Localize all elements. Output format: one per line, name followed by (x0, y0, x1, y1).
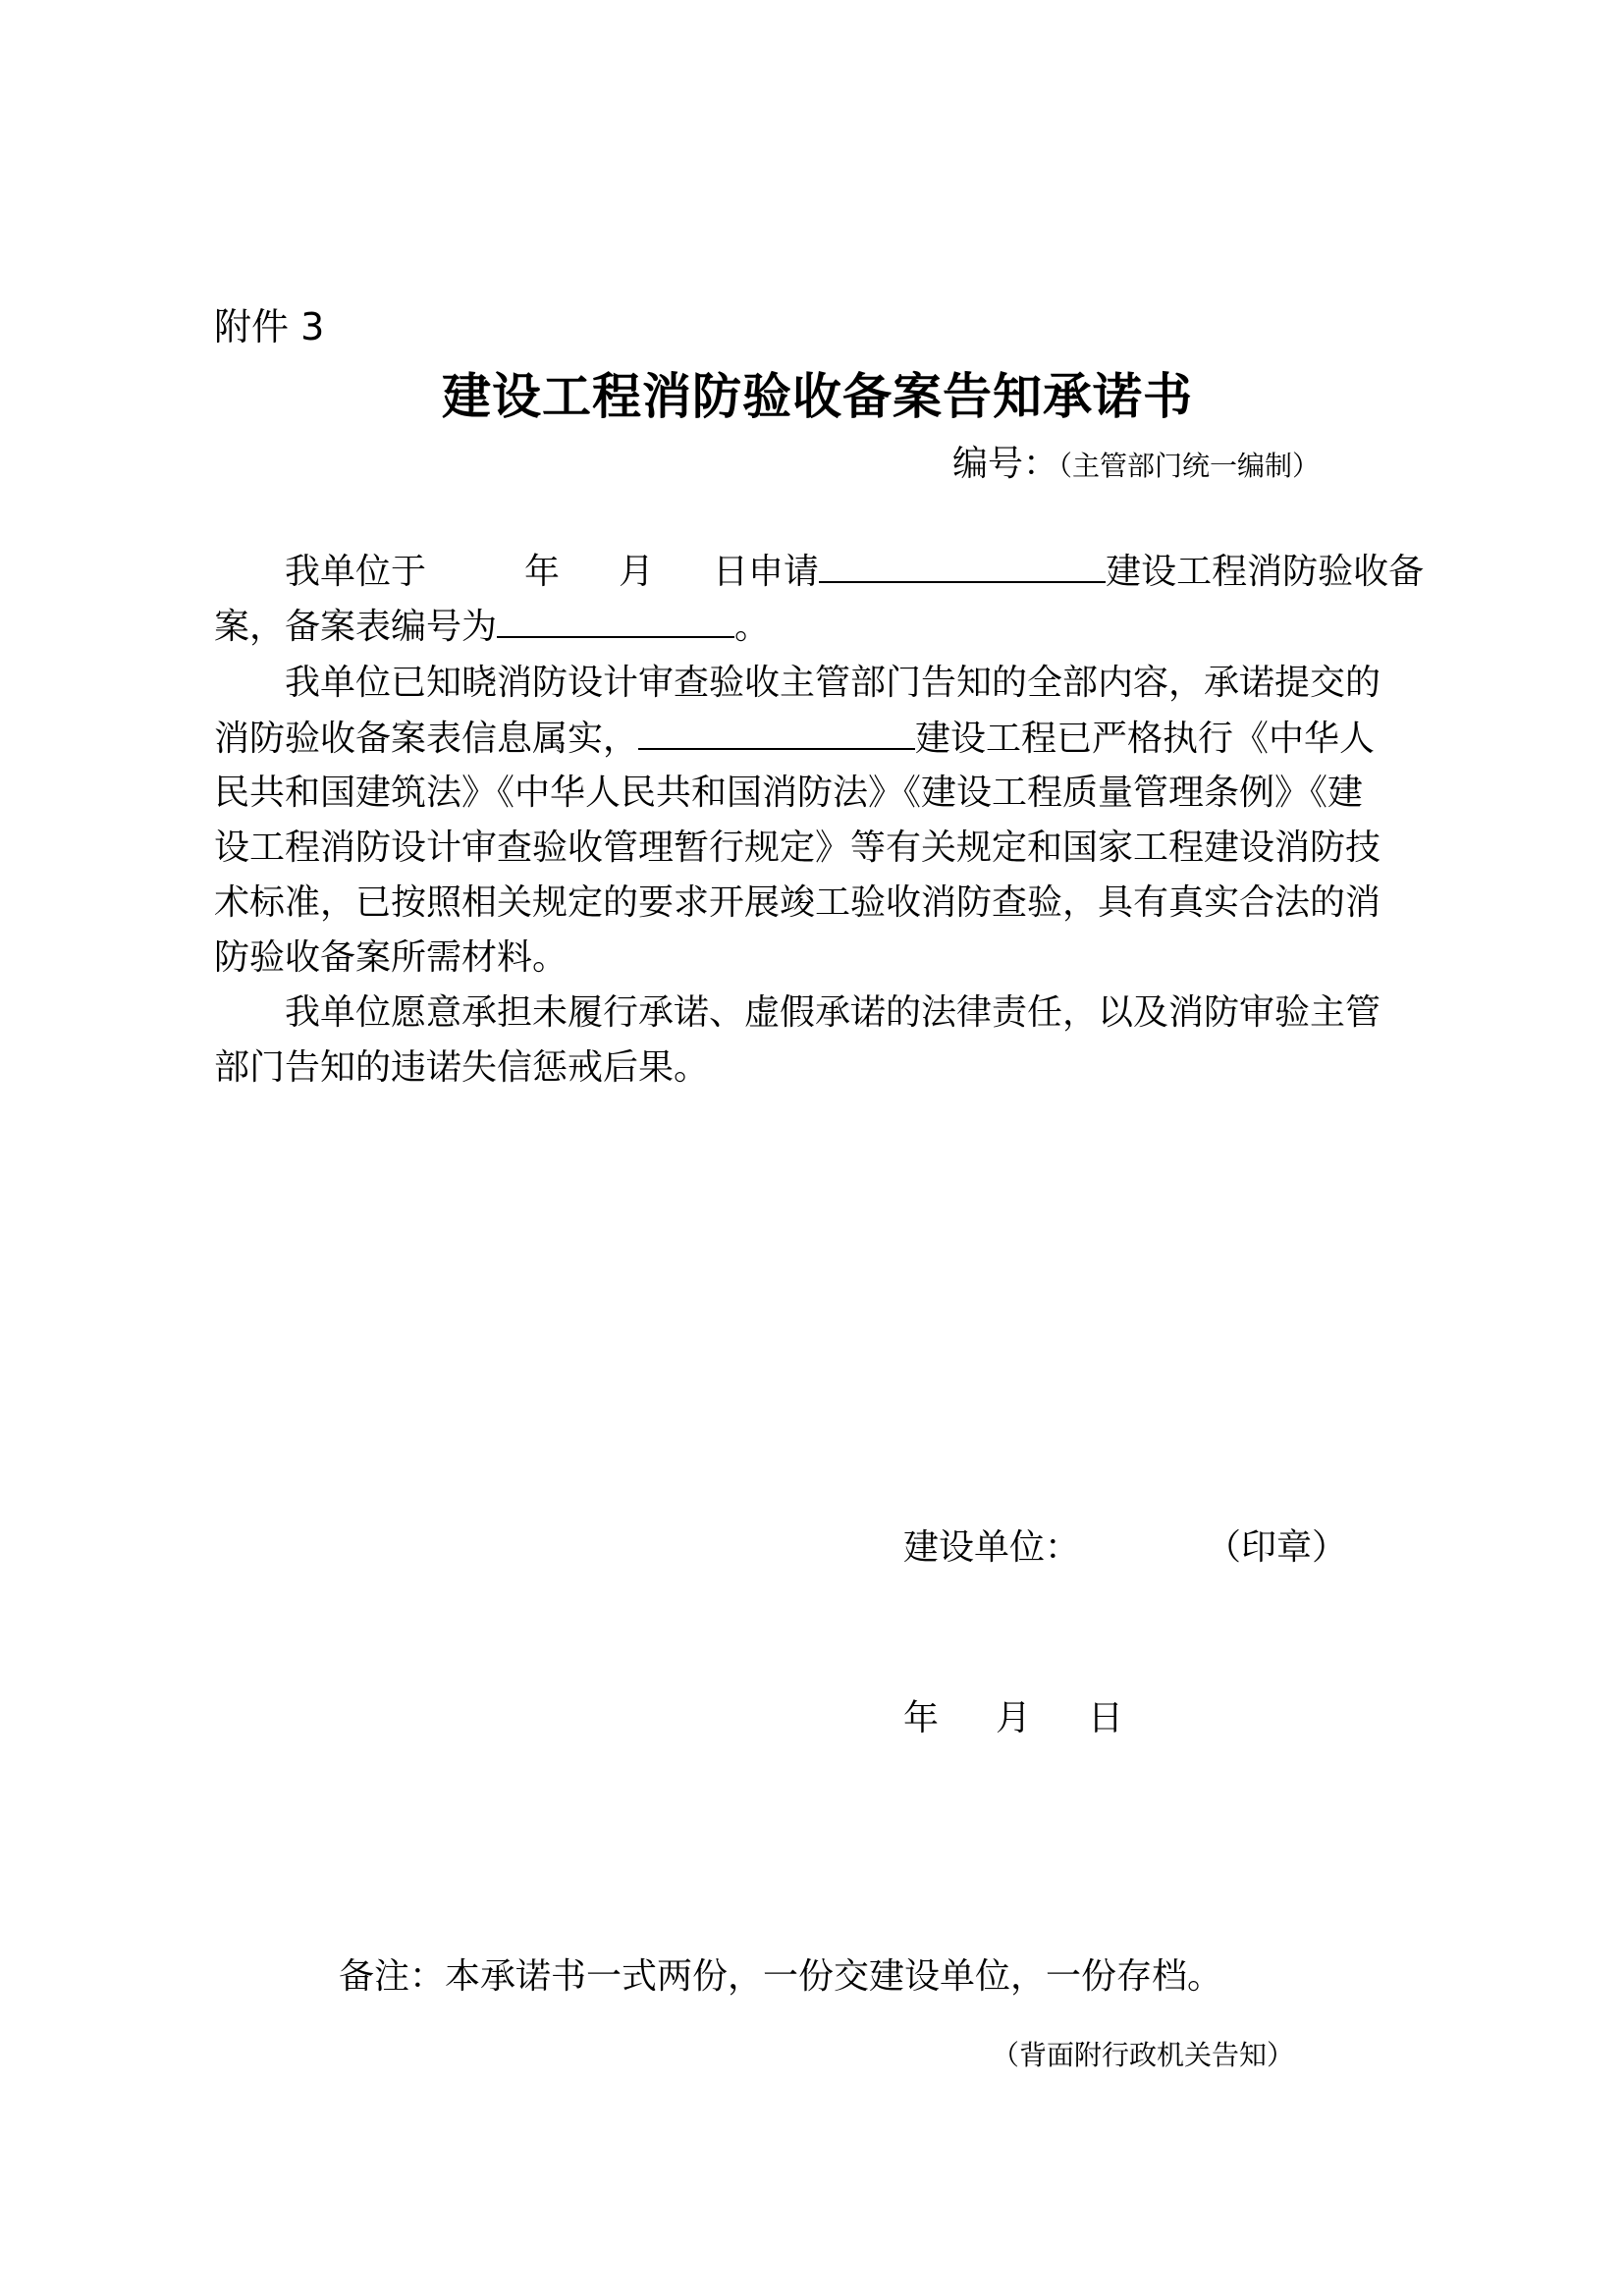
filing-number-blank (497, 607, 734, 638)
para1-text-e: 。 (734, 607, 771, 647)
construction-unit-label: 建设单位： (903, 1527, 1081, 1568)
number-label: 编号： (952, 444, 1059, 484)
para1-line2 (214, 607, 770, 647)
para1-text-c: 建设工程消防验收备 (1106, 552, 1425, 592)
para2-line6: 防验收备案所需材料。 (214, 937, 568, 978)
document-number (952, 436, 1320, 486)
para1-text-d: 案，备案表编号为 (214, 607, 498, 647)
para2-line4: 设工程消防设计审查验收管理暂行规定》等有关规定和国家工程建设消防技 (214, 828, 1381, 868)
para1-line1 (285, 552, 1424, 592)
para1-text-a: 我单位于 (285, 552, 427, 592)
sign-year: 年 (903, 1698, 940, 1738)
project-name-blank-2 (638, 719, 915, 750)
para2-line3: 民共和国建筑法》《中华人民共和国消防法》《建设工程质量管理条例》《建 (214, 773, 1364, 813)
para1-year: 年 (524, 552, 561, 592)
para2-line2 (214, 719, 1375, 759)
back-note: （背面附行政机关告知） (992, 2039, 1295, 2071)
sign-day: 日 (1088, 1698, 1124, 1738)
para1-text-b: 日申请 (713, 552, 820, 592)
para2-line1: 我单位已知晓消防设计审查验收主管部门告知的全部内容，承诺提交的 (285, 663, 1381, 703)
number-note: （主管部门统一编制） (1058, 450, 1321, 482)
seal-label: （印章） (1206, 1527, 1348, 1568)
remark: 备注：本承诺书一式两份，一份交建设单位，一份存档。 (339, 1956, 1223, 1997)
para2-text-b: 建设工程已严格执行《中华人 (915, 719, 1376, 759)
para3-line1: 我单位愿意承担未履行承诺、虚假承诺的法律责任，以及消防审验主管 (285, 992, 1381, 1033)
para2-text-a: 消防验收备案表信息属实， (214, 719, 639, 759)
project-name-blank (819, 552, 1106, 583)
sign-month: 月 (996, 1698, 1032, 1738)
document-title: 建设工程消防验收备案告知承诺书 (442, 367, 1193, 425)
para1-month: 月 (619, 552, 655, 592)
para3-line2: 部门告知的违诺失信惩戒后果。 (214, 1047, 710, 1088)
attachment-label: 附件 3 (214, 305, 325, 348)
sign-date (903, 1690, 1123, 1740)
para2-line5: 术标准，已按照相关规定的要求开展竣工验收消防查验，具有真实合法的消 (214, 882, 1381, 923)
